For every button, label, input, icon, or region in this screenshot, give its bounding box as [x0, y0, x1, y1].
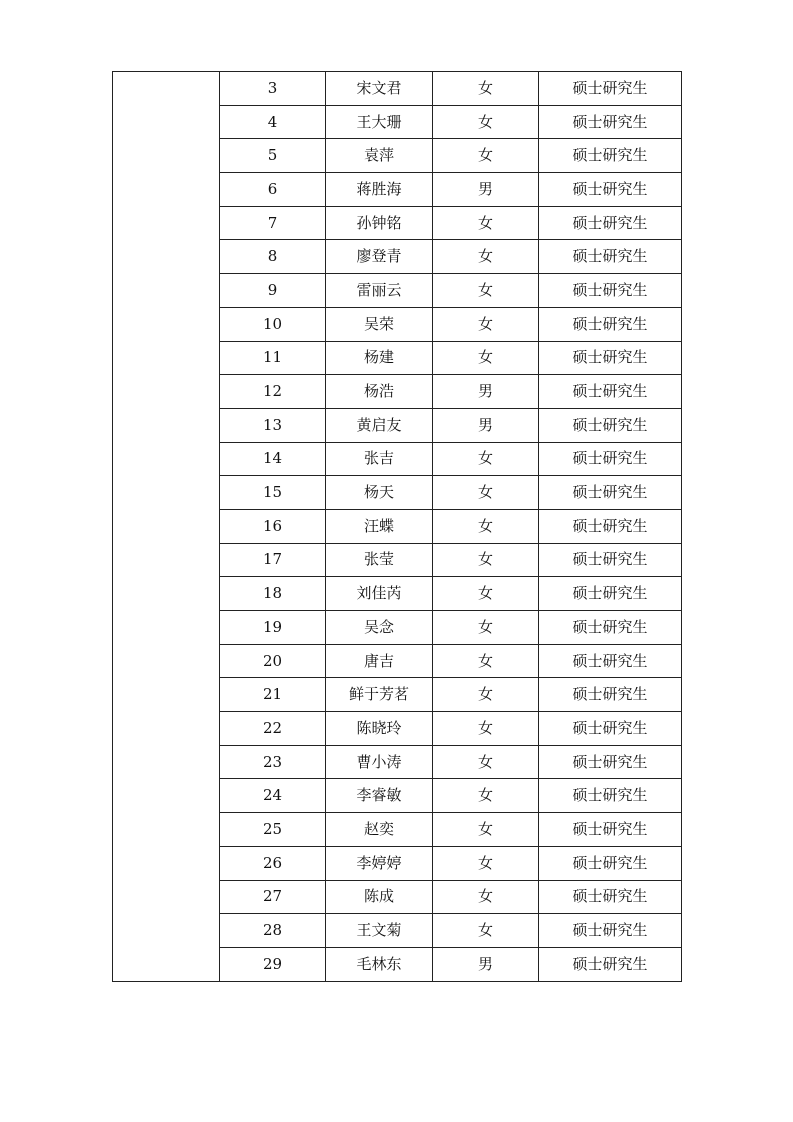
cell-number: 22 [220, 712, 326, 746]
cell-number: 21 [220, 678, 326, 712]
cell-gender: 女 [433, 543, 539, 577]
cell-gender: 男 [433, 375, 539, 409]
cell-degree: 硕士研究生 [539, 139, 682, 173]
cell-degree: 硕士研究生 [539, 375, 682, 409]
cell-degree: 硕士研究生 [539, 341, 682, 375]
cell-degree: 硕士研究生 [539, 274, 682, 308]
cell-gender: 女 [433, 442, 539, 476]
cell-gender: 女 [433, 846, 539, 880]
cell-name: 孙钟铭 [326, 206, 433, 240]
cell-degree: 硕士研究生 [539, 678, 682, 712]
cell-number: 17 [220, 543, 326, 577]
cell-degree: 硕士研究生 [539, 611, 682, 645]
cell-gender: 女 [433, 206, 539, 240]
cell-degree: 硕士研究生 [539, 745, 682, 779]
cell-name: 李睿敏 [326, 779, 433, 813]
cell-degree: 硕士研究生 [539, 712, 682, 746]
cell-gender: 女 [433, 274, 539, 308]
cell-name: 陈晓玲 [326, 712, 433, 746]
cell-degree: 硕士研究生 [539, 813, 682, 847]
cell-name: 袁萍 [326, 139, 433, 173]
cell-name: 汪蝶 [326, 509, 433, 543]
cell-number: 23 [220, 745, 326, 779]
cell-name: 宋文君 [326, 72, 433, 106]
cell-number: 14 [220, 442, 326, 476]
cell-degree: 硕士研究生 [539, 408, 682, 442]
cell-name: 毛林东 [326, 947, 433, 981]
cell-number: 15 [220, 476, 326, 510]
cell-number: 4 [220, 105, 326, 139]
cell-name: 刘佳芮 [326, 577, 433, 611]
cell-name: 杨天 [326, 476, 433, 510]
staff-table [112, 71, 682, 982]
cell-name: 赵奕 [326, 813, 433, 847]
cell-degree: 硕士研究生 [539, 72, 682, 106]
cell-number: 3 [220, 72, 326, 106]
cell-degree: 硕士研究生 [539, 105, 682, 139]
cell-name: 黄启友 [326, 408, 433, 442]
cell-name: 吴念 [326, 611, 433, 645]
cell-number: 13 [220, 408, 326, 442]
cell-name: 唐吉 [326, 644, 433, 678]
cell-degree: 硕士研究生 [539, 947, 682, 981]
cell-gender: 女 [433, 644, 539, 678]
cell-degree: 硕士研究生 [539, 577, 682, 611]
cell-degree: 硕士研究生 [539, 509, 682, 543]
cell-number: 18 [220, 577, 326, 611]
cell-gender: 女 [433, 712, 539, 746]
cell-gender: 女 [433, 779, 539, 813]
cell-name: 曹小涛 [326, 745, 433, 779]
merged-group-cell [113, 72, 220, 982]
cell-gender: 女 [433, 72, 539, 106]
cell-name: 雷丽云 [326, 274, 433, 308]
cell-gender: 男 [433, 173, 539, 207]
cell-degree: 硕士研究生 [539, 779, 682, 813]
cell-degree: 硕士研究生 [539, 206, 682, 240]
cell-number: 28 [220, 914, 326, 948]
cell-degree: 硕士研究生 [539, 880, 682, 914]
cell-gender: 女 [433, 139, 539, 173]
cell-gender: 女 [433, 880, 539, 914]
cell-gender: 女 [433, 813, 539, 847]
cell-gender: 男 [433, 408, 539, 442]
cell-name: 李婷婷 [326, 846, 433, 880]
cell-degree: 硕士研究生 [539, 543, 682, 577]
cell-degree: 硕士研究生 [539, 914, 682, 948]
cell-number: 19 [220, 611, 326, 645]
cell-number: 8 [220, 240, 326, 274]
cell-gender: 女 [433, 678, 539, 712]
cell-number: 10 [220, 307, 326, 341]
cell-gender: 女 [433, 914, 539, 948]
cell-number: 12 [220, 375, 326, 409]
cell-gender: 女 [433, 105, 539, 139]
cell-gender: 女 [433, 611, 539, 645]
cell-number: 11 [220, 341, 326, 375]
cell-number: 6 [220, 173, 326, 207]
cell-number: 16 [220, 509, 326, 543]
cell-gender: 女 [433, 341, 539, 375]
cell-gender: 女 [433, 476, 539, 510]
cell-gender: 女 [433, 307, 539, 341]
cell-degree: 硕士研究生 [539, 442, 682, 476]
cell-degree: 硕士研究生 [539, 240, 682, 274]
cell-degree: 硕士研究生 [539, 307, 682, 341]
cell-gender: 男 [433, 947, 539, 981]
cell-number: 27 [220, 880, 326, 914]
cell-gender: 女 [433, 509, 539, 543]
cell-name: 张吉 [326, 442, 433, 476]
cell-gender: 女 [433, 240, 539, 274]
cell-number: 7 [220, 206, 326, 240]
cell-gender: 女 [433, 577, 539, 611]
cell-number: 24 [220, 779, 326, 813]
cell-name: 蒋胜海 [326, 173, 433, 207]
cell-degree: 硕士研究生 [539, 846, 682, 880]
cell-number: 29 [220, 947, 326, 981]
cell-number: 5 [220, 139, 326, 173]
cell-degree: 硕士研究生 [539, 173, 682, 207]
cell-name: 吴荣 [326, 307, 433, 341]
cell-name: 杨浩 [326, 375, 433, 409]
cell-degree: 硕士研究生 [539, 644, 682, 678]
cell-name: 王文菊 [326, 914, 433, 948]
table-row [113, 72, 682, 106]
cell-degree: 硕士研究生 [539, 476, 682, 510]
cell-name: 廖登青 [326, 240, 433, 274]
cell-name: 张莹 [326, 543, 433, 577]
cell-number: 20 [220, 644, 326, 678]
cell-number: 26 [220, 846, 326, 880]
cell-name: 王大珊 [326, 105, 433, 139]
cell-number: 9 [220, 274, 326, 308]
cell-name: 杨建 [326, 341, 433, 375]
cell-name: 陈成 [326, 880, 433, 914]
cell-name: 鲜于芳茗 [326, 678, 433, 712]
cell-gender: 女 [433, 745, 539, 779]
table-body [113, 72, 682, 982]
cell-number: 25 [220, 813, 326, 847]
